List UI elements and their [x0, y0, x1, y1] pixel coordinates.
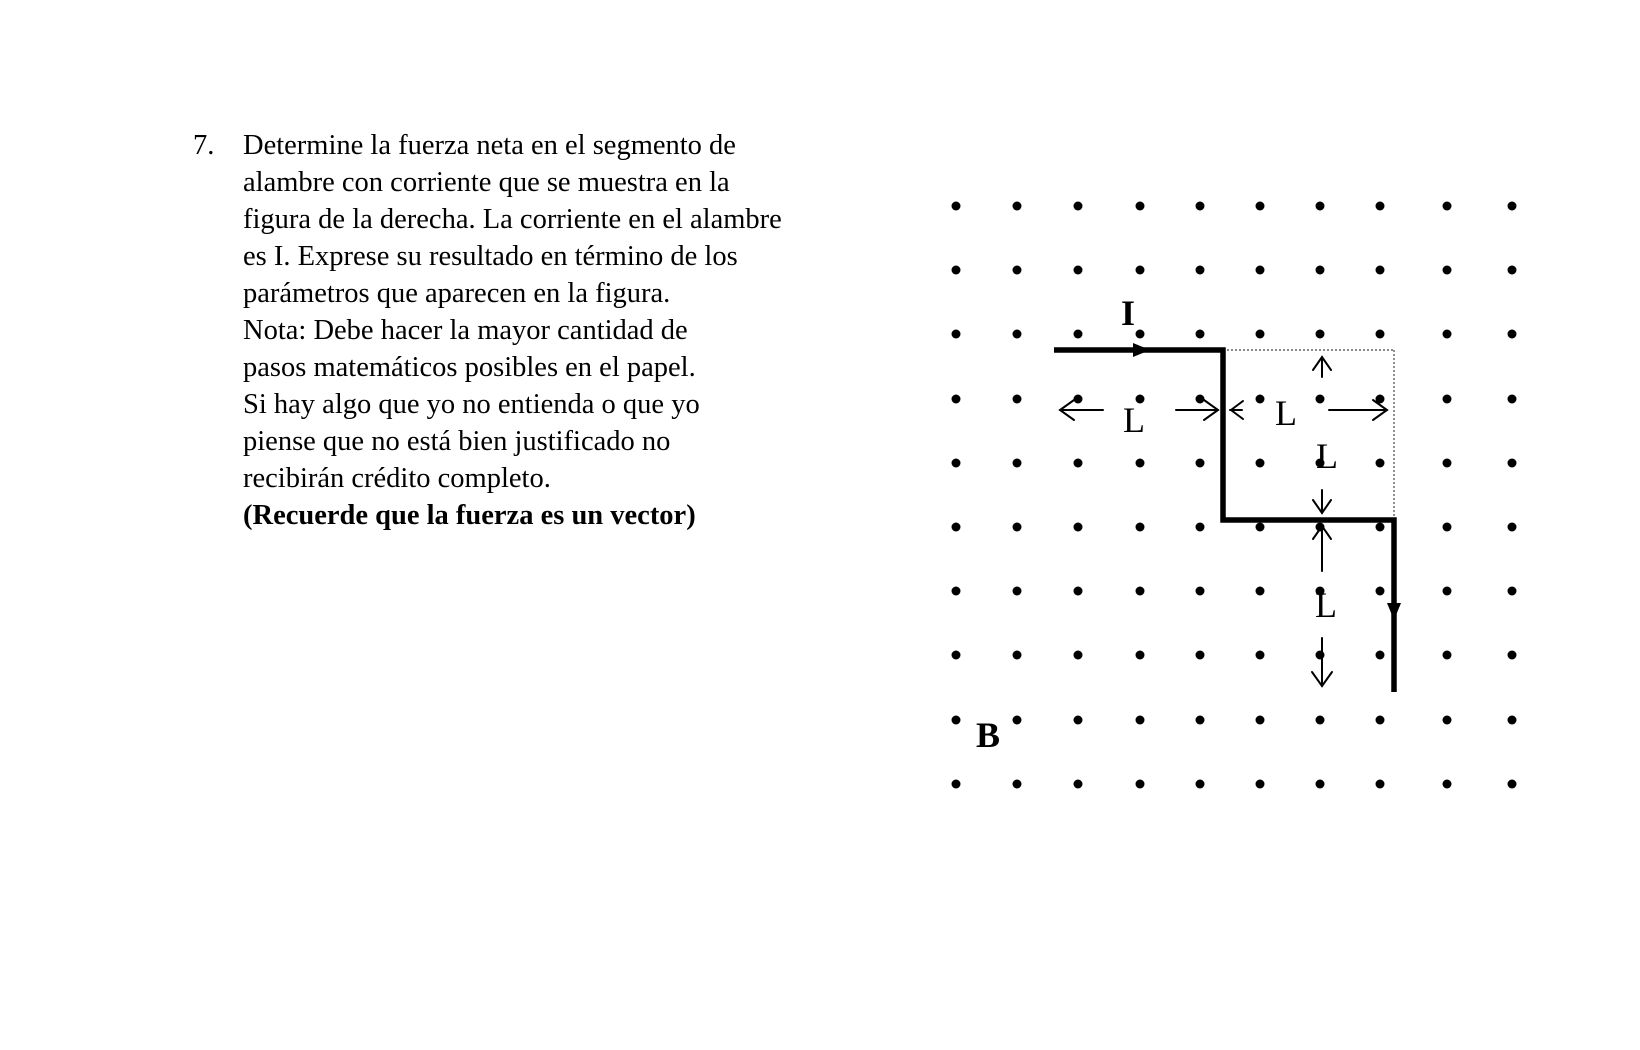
field-dot [952, 459, 961, 468]
field-dot [1256, 395, 1265, 404]
problem-number: 7. [193, 130, 215, 161]
field-dot [1136, 459, 1145, 468]
field-dot [1443, 395, 1452, 404]
field-dot [1074, 587, 1083, 596]
field-dot [1316, 780, 1325, 789]
field-dot [952, 266, 961, 275]
field-dot [1376, 716, 1385, 725]
field-dot [1256, 780, 1265, 789]
statement-line: figura de la derecha. La corriente en el alambre [243, 204, 782, 235]
field-dot [1196, 330, 1205, 339]
field-dot [1074, 395, 1083, 404]
field-dot [1074, 651, 1083, 660]
statement-line: parámetros que aparecen en la figura. [243, 278, 671, 309]
field-dot [1074, 330, 1083, 339]
field-dot [1074, 202, 1083, 211]
field-dot [1256, 266, 1265, 275]
field-dot [1196, 459, 1205, 468]
current-direction-arrow-down [1387, 603, 1401, 620]
field-dot [1508, 266, 1517, 275]
length-label: L [1316, 436, 1338, 476]
field-dot [1376, 330, 1385, 339]
statement-line: alambre con corriente que se muestra en la [243, 167, 730, 198]
field-dot [1136, 330, 1145, 339]
field-dot [1443, 459, 1452, 468]
field-dot [1443, 202, 1452, 211]
field-dot [1013, 587, 1022, 596]
field-dot [952, 587, 961, 596]
note-line: Si hay algo que yo no entienda o que yo [243, 389, 700, 420]
field-dot [1443, 330, 1452, 339]
field-dot [1013, 459, 1022, 468]
field-dot [1508, 330, 1517, 339]
field-dot [1376, 587, 1385, 596]
note-line: piense que no está bien justificado no [243, 426, 671, 457]
field-dot [1196, 266, 1205, 275]
field-dot [1136, 651, 1145, 660]
field-dot [952, 395, 961, 404]
field-dot [1013, 395, 1022, 404]
field-dot [1508, 587, 1517, 596]
field-dot [1376, 266, 1385, 275]
vector-reminder: (Recuerde que la fuerza es un vector) [243, 500, 696, 531]
field-dot [1013, 651, 1022, 660]
field-dot [1256, 523, 1265, 532]
field-dot [1136, 587, 1145, 596]
field-dot [1256, 587, 1265, 596]
current-wire [1054, 350, 1394, 692]
field-dot [1443, 587, 1452, 596]
field-dot [1316, 395, 1325, 404]
note-line: pasos matemáticos posibles en el papel. [243, 352, 696, 383]
field-dot [1316, 330, 1325, 339]
field-dot [1256, 202, 1265, 211]
current-direction-arrow-right [1133, 343, 1150, 357]
statement-line: es I. Exprese su resultado en término de los [243, 241, 738, 272]
field-dot [1376, 459, 1385, 468]
field-dot [1443, 780, 1452, 789]
field-dot [952, 716, 961, 725]
field-dot [1508, 202, 1517, 211]
field-dot [1508, 523, 1517, 532]
field-dot [1256, 651, 1265, 660]
field-dot [1013, 202, 1022, 211]
field-dot [1316, 651, 1325, 660]
field-dot [952, 202, 961, 211]
field-dot [1074, 716, 1083, 725]
field-dot [952, 780, 961, 789]
field-dot [1074, 780, 1083, 789]
field-dot [1443, 523, 1452, 532]
field-dot [1316, 716, 1325, 725]
field-dot [1508, 395, 1517, 404]
statement-line: Determine la fuerza neta en el segmento de [243, 130, 736, 161]
field-dot [1013, 330, 1022, 339]
field-label: B [975, 715, 1001, 755]
field-dot [1136, 780, 1145, 789]
reference-square [1223, 350, 1394, 520]
field-dot [1074, 266, 1083, 275]
length-label: L [1275, 393, 1297, 433]
field-dot [1376, 651, 1385, 660]
field-dot [1256, 330, 1265, 339]
field-dot [1136, 266, 1145, 275]
magnetic-field-dot-grid [952, 202, 1517, 789]
field-dot [1196, 780, 1205, 789]
field-dot [1196, 587, 1205, 596]
field-dot [1136, 716, 1145, 725]
field-dot [1508, 459, 1517, 468]
note-line: recibirán crédito completo. [243, 463, 551, 494]
field-dot [1376, 202, 1385, 211]
field-dot [1316, 202, 1325, 211]
field-dot [1136, 202, 1145, 211]
field-dot [1074, 523, 1083, 532]
length-label: L [1123, 400, 1145, 440]
field-dot [1136, 523, 1145, 532]
field-dot [1443, 266, 1452, 275]
field-dot [1256, 459, 1265, 468]
field-dot [1256, 716, 1265, 725]
field-dot [1196, 651, 1205, 660]
field-dot [952, 651, 961, 660]
field-dot [1196, 716, 1205, 725]
field-dot [952, 523, 961, 532]
field-dot [1196, 523, 1205, 532]
field-dot [1508, 780, 1517, 789]
field-dot [1074, 459, 1083, 468]
field-dot [1013, 780, 1022, 789]
field-dot [1376, 523, 1385, 532]
field-dot [1508, 716, 1517, 725]
current-label: I [1120, 293, 1136, 333]
field-dot [1013, 523, 1022, 532]
field-dot [1013, 266, 1022, 275]
length-label: L [1315, 585, 1337, 625]
field-dot [1316, 266, 1325, 275]
field-dot [1443, 716, 1452, 725]
field-dot [1196, 395, 1205, 404]
field-dot [952, 330, 961, 339]
field-dot [1443, 651, 1452, 660]
note-line: Nota: Debe hacer la mayor cantidad de [243, 315, 688, 346]
field-dot [1508, 651, 1517, 660]
field-dot [1196, 202, 1205, 211]
field-dot [1376, 780, 1385, 789]
field-dot [1013, 716, 1022, 725]
